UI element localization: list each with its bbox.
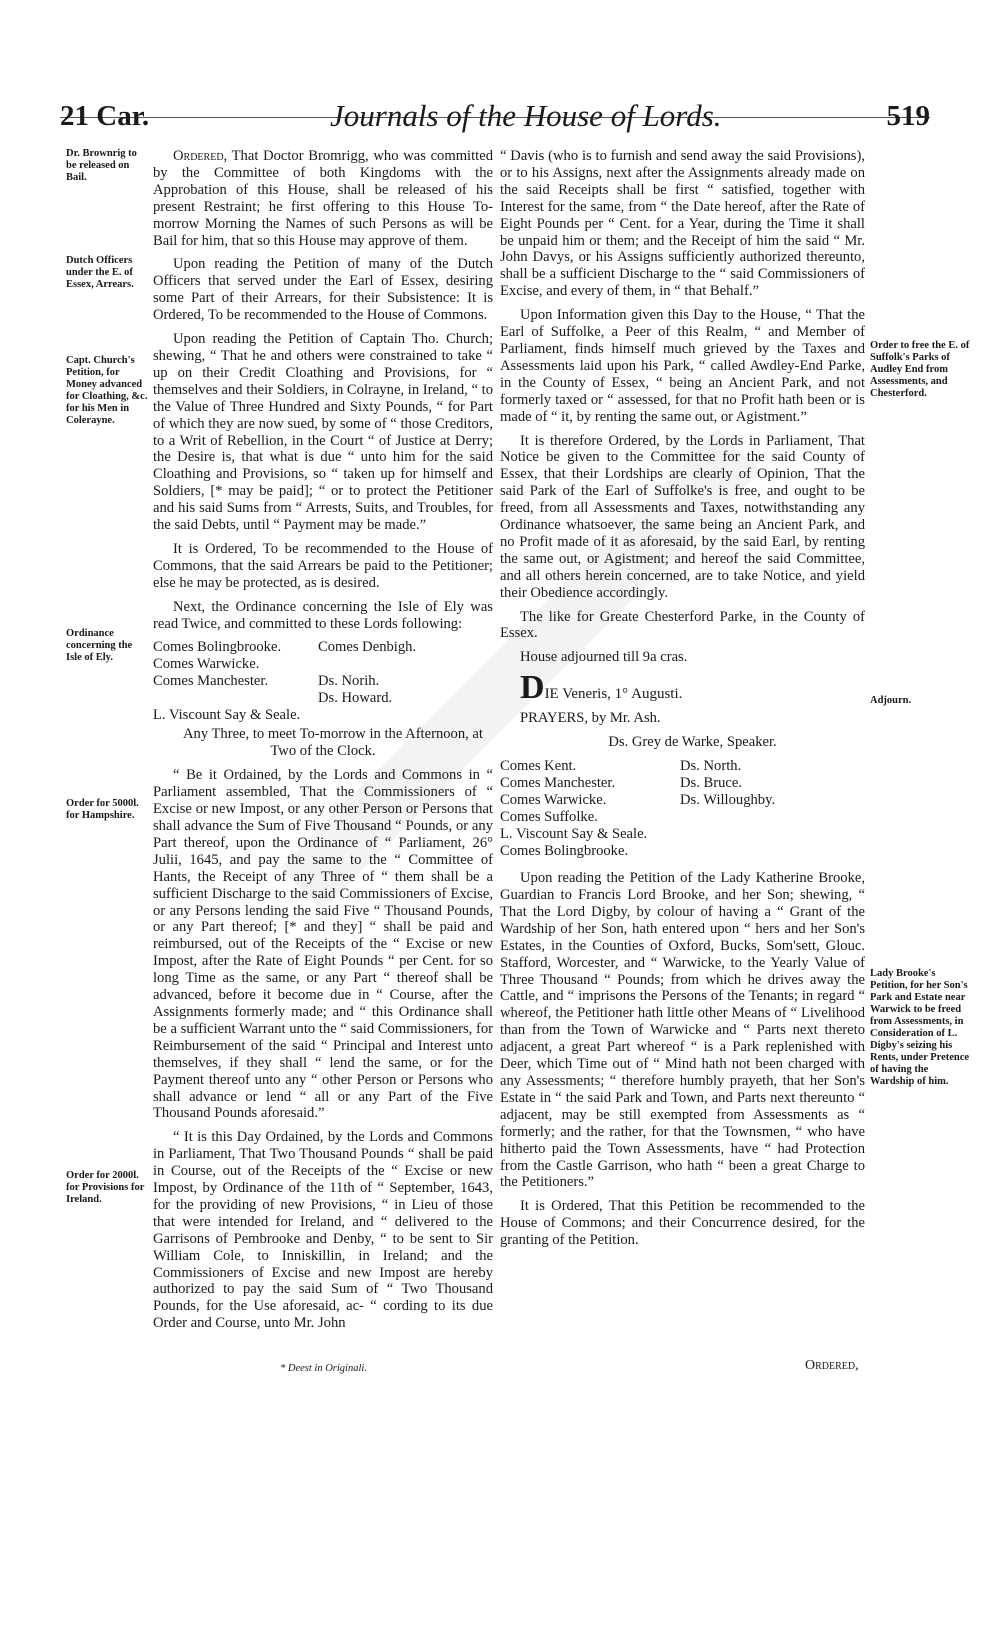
committee-member <box>318 656 483 673</box>
right-column <box>500 148 865 1256</box>
lord-present: Ds. North. <box>680 758 742 775</box>
lord-present: Comes Warwicke. <box>500 792 607 809</box>
lord-present: Comes Bolingbrooke. <box>500 843 629 860</box>
page-header <box>60 70 930 133</box>
committee-member: Comes Bolingbrooke. <box>153 639 282 656</box>
committee-member <box>318 707 483 724</box>
paragraph-lady-brooke-petition: Upon reading the Petition of the Lady Katherine Brooke, Guardian to Francis Lord Brooke, and her Son; shewing, “ That the Lord Digby, by colour of having a “ Grant of the Wardship of her Son, hath entered upon “ hers and her Son's Estates, in the Counties of Oxford, Bucks, Som'sett, Glouc. Stafford, Worcester, and “ Warwicke, to the Yearly Value of Three Thousand “ Pounds; from which he drives away the Cattle, and “ imprisons the Persons of the Tenants; in regard “ whereof, the Petitioner hath little other Means of “ Livelihood than from the Town of Warwicke and “ Parts next thereto adjacent, a great Part whereof “ is a Park replenished with Deer, which Time out of “ Mind hath not been charged with any Assessments; “ therefore humbly prayeth, that her Son's Estate in “ the said Park and Town, and Parts next thereunto “ adjacent, may be still exempted from Assessments as “ formerly; and the rather, for that the Townsmen, “ who have hitherto paid the Town Assessments, have “ had Protection from the Castle Garrison, who hath “ been a great Charge to the Petitioners.” <box>500 870 865 1191</box>
lord-present: Comes Suffolke. <box>500 809 598 826</box>
lord-present <box>680 843 860 860</box>
paragraph-church-order: It is Ordered, To be recommended to the House of Commons, that the said Arrears be paid to the Petitioner; else he may be protected, as is desired. <box>153 540 493 591</box>
lord-present: Comes Manchester. <box>500 775 616 792</box>
margin-note-adjourn: Adjourn. <box>870 695 912 706</box>
paragraph-ely: Next, the Ordinance concerning the Isle of Ely was read Twice, and committed to these Lords following: <box>153 598 493 632</box>
committee-member <box>153 690 318 707</box>
paragraph-suffolk-order: It is therefore Ordered, by the Lords in Parliament, That Notice be given to the Committee for the said County of Essex, that their Lordships are clearly of Opinion, That the said Park of the Earl of Suffolke's is free, and ought to be freed, from all Assessments and Taxes, notwithstanding any Ordinance whatsoever, the same being an Ancient Park, and no Profit made of it as aforesaid, by the said Earl, by renting the same out, or Agistment; and hereof the said Committee, and all others herein concerned, are to take Notice, and yield their Obedience accordingly. <box>500 432 865 601</box>
paragraph-church-petition: Upon reading the Petition of Captain Tho. Church; shewing, “ That he and others were constrained to take “ up on their Credit Cloathing and Provisions, for “ themselves and their Soldiers, in Colrayne, in Ireland, “ to the Value of Three Hundred and Sixty Pounds, “ for Part of which they are now sued, by some of “ those Creditors, to a Writ of Rebellion, in the Court “ of Justice at Derry; the Desire is, that what is due “ unto him for the said Cloathing and Provisions, so “ taken up for himself and Soldiers, [* may be paid]; “ or to protect the Petitioner and his said Sums from “ Arrests, Suits, and Troubles, for the said Debts, until “ Payment may be made.” <box>153 331 493 534</box>
date-heading: DIE Veneris, 1° Augusti. <box>520 669 683 707</box>
prayers: PRAYERS, by Mr. Ash. <box>520 710 661 727</box>
adjournment: House adjourned till 9a cras. <box>520 649 688 666</box>
committee-member: Ds. Norih. <box>318 673 380 690</box>
lord-present <box>680 826 860 843</box>
speaker: Ds. Grey de Warke, Speaker. <box>608 734 777 751</box>
regnal-year: 21 Car. <box>60 100 150 132</box>
margin-note-dutch-officers: Dutch Officers under the E. of Essex, Arrears. <box>66 255 134 290</box>
lord-present: Ds. Willoughby. <box>680 792 776 809</box>
committee-member: Ds. Howard. <box>318 690 393 707</box>
committee-member: L. Viscount Say & Seale. <box>153 707 301 724</box>
margin-note-ireland: Order for 2000l. for Provisions for Ireland. <box>66 1170 145 1205</box>
paragraph-bromrigg: Ordered, That Doctor Bromrigg, who was committed by the Committee of both Kingdoms with the Approbation of this House, shall be released of his present Restraint; he first offering to this House To-morrow Morning the Names of such Persons as will be Bail for him, that so this House may approve of them. <box>153 148 493 249</box>
paragraph-dutch-officers: Upon reading the Petition of many of the Dutch Officers that served under the Earl of Essex, desiring some Part of their Arrears, for their Subsistence: It is Ordered, To be recommended to the House of Commons. <box>153 256 493 324</box>
paragraph-suffolk-info: Upon Information given this Day to the House, “ That the Earl of Suffolke, a Peer of this Realm, “ and Member of Parliament, finds himself much grieved by the Taxes and Assessments laid upon his Park, “ called Awdley-End Parke, in the County of Essex, “ being an Ancient Park, and not formerly taxed or “ assessed, for that no Profit hath been or is made of “ it, by renting the same out, or Agistment.” <box>500 307 865 425</box>
paragraph-ireland-ordinance: “ It is this Day Ordained, by the Lords and Commons in Parliament, That Two Thousand Pounds “ shall be paid in Course, out of the Receipts of the “ Excise or new Impost, by Ordinance of the 11th of “ September, 1643, for the providing of new Provisions, “ in Lieu of those that were intended for Ireland, and “ delivered to the Garrisons of Pembrooke and Denby, “ to be sent to Sir William Cole, to Inniskillin, in Ireland; and the Commissioners of Excise and new Impost are hereby authorized to pay the said Sum of “ Two Thousand Pounds, for the Use aforesaid, ac- “ cording to its due Order and Course, unto Mr. John <box>153 1129 493 1332</box>
paragraph-hampshire-ordinance: “ Be it Ordained, by the Lords and Commons in “ Parliament assembled, That the Commissioners of “ Excise or new Impost, or any other Person or Persons that shall advance the Sum of Five Thousand “ Pounds, or any Part thereof, upon the Ordinance of “ Parliament, 26° Julii, 1645, and pay the same to the “ Committee of Hants, the Receipt of any Three of “ them shall be a sufficient Discharge to the said Commissioners of Excise, or any Persons lending the said Five “ Thousand Pounds, or any Part thereof; [* and they] “ shall be paid and reimbursed, out of the Receipts of the “ Excise or new Impost, after the Rate of Eight Pounds “ per Cent. for so long Time as the same, or any Part “ thereof shall be advanced, before it become due in “ Course, after the Assignments formerly made; and “ this Ordinance shall be a sufficient Warrant unto the “ said Commissioners, for Reimbursement of the said “ Principal and Interest unto themselves, if they shall “ lend the same, or for the Payment thereof unto any “ other Person or Persons who shall advance or lend “ all or any Part of the Five Thousand Pounds aforesaid.” <box>153 767 493 1122</box>
committee-member: Comes Denbigh. <box>318 639 417 656</box>
lord-present: Ds. Bruce. <box>680 775 743 792</box>
running-title: Journals of the House of Lords. <box>330 98 722 133</box>
drop-cap: D <box>520 669 545 707</box>
meeting-notice: Any Three, to meet To-morrow in the Afternoon, at Two of the Clock. <box>183 726 483 760</box>
lord-present: L. Viscount Say & Seale. <box>500 826 648 843</box>
margin-note-church: Capt. Church's Petition, for Money advanced for Cloathing, &c. for his Men in Colerayne. <box>66 355 148 426</box>
margin-note-hampshire: Order for 5000l. for Hampshire. <box>66 798 139 821</box>
paragraph-chesterford: The like for Greate Chesterford Parke, in the County of Essex. <box>500 608 865 642</box>
margin-note-bromrigg: Dr. Brownrig to be released on Bail. <box>66 148 137 183</box>
footnote: * Deest in Originali. <box>280 1363 367 1374</box>
lord-present: Comes Kent. <box>500 758 577 775</box>
catchword: Ordered, <box>805 1358 859 1373</box>
paragraph-davis: “ Davis (who is to furnish and send away the said Provisions), or to his Assigns, next after the Assignments already made on the said Receipts shall be first “ satisfied, together with Interest for the same, from “ the Date hereof, after the Rate of Eight Pounds per “ Cent. for a Year, during the Time it shall be unpaid him or them; and the Receipt of him the said “ Mr. John Davys, or his Assigns sufficiently authorized thereunto, shall be a sufficient Discharge to the “ said Commissioners of Excise, and every of them, in “ that Behalf.” <box>500 148 865 300</box>
committee-member: Comes Manchester. <box>153 673 269 690</box>
left-column <box>153 148 493 1339</box>
committee-list <box>153 639 493 724</box>
margin-note-ely: Ordinance concerning the Isle of Ely. <box>66 628 133 663</box>
lord-present <box>680 809 860 826</box>
page-number: 519 <box>886 100 930 132</box>
margin-note-suffolk: Order to free the E. of Suffolk's Parks of Audley End from Assessments, and Chesterford. <box>870 340 970 399</box>
lords-present-list <box>500 758 865 860</box>
paragraph-lady-brooke-order: It is Ordered, That this Petition be recommended to the House of Commons; and their Concurrence desired, for the granting of the Petition. <box>500 1198 865 1249</box>
committee-member: Comes Warwicke. <box>153 656 260 673</box>
margin-note-lady-brooke: Lady Brooke's Petition, for her Son's Park and Estate near Warwick to be freed from Assessments, in Consideration of L. Digby's seizing his Rents, under Pretence of having the Wardship of him. <box>870 968 970 1087</box>
